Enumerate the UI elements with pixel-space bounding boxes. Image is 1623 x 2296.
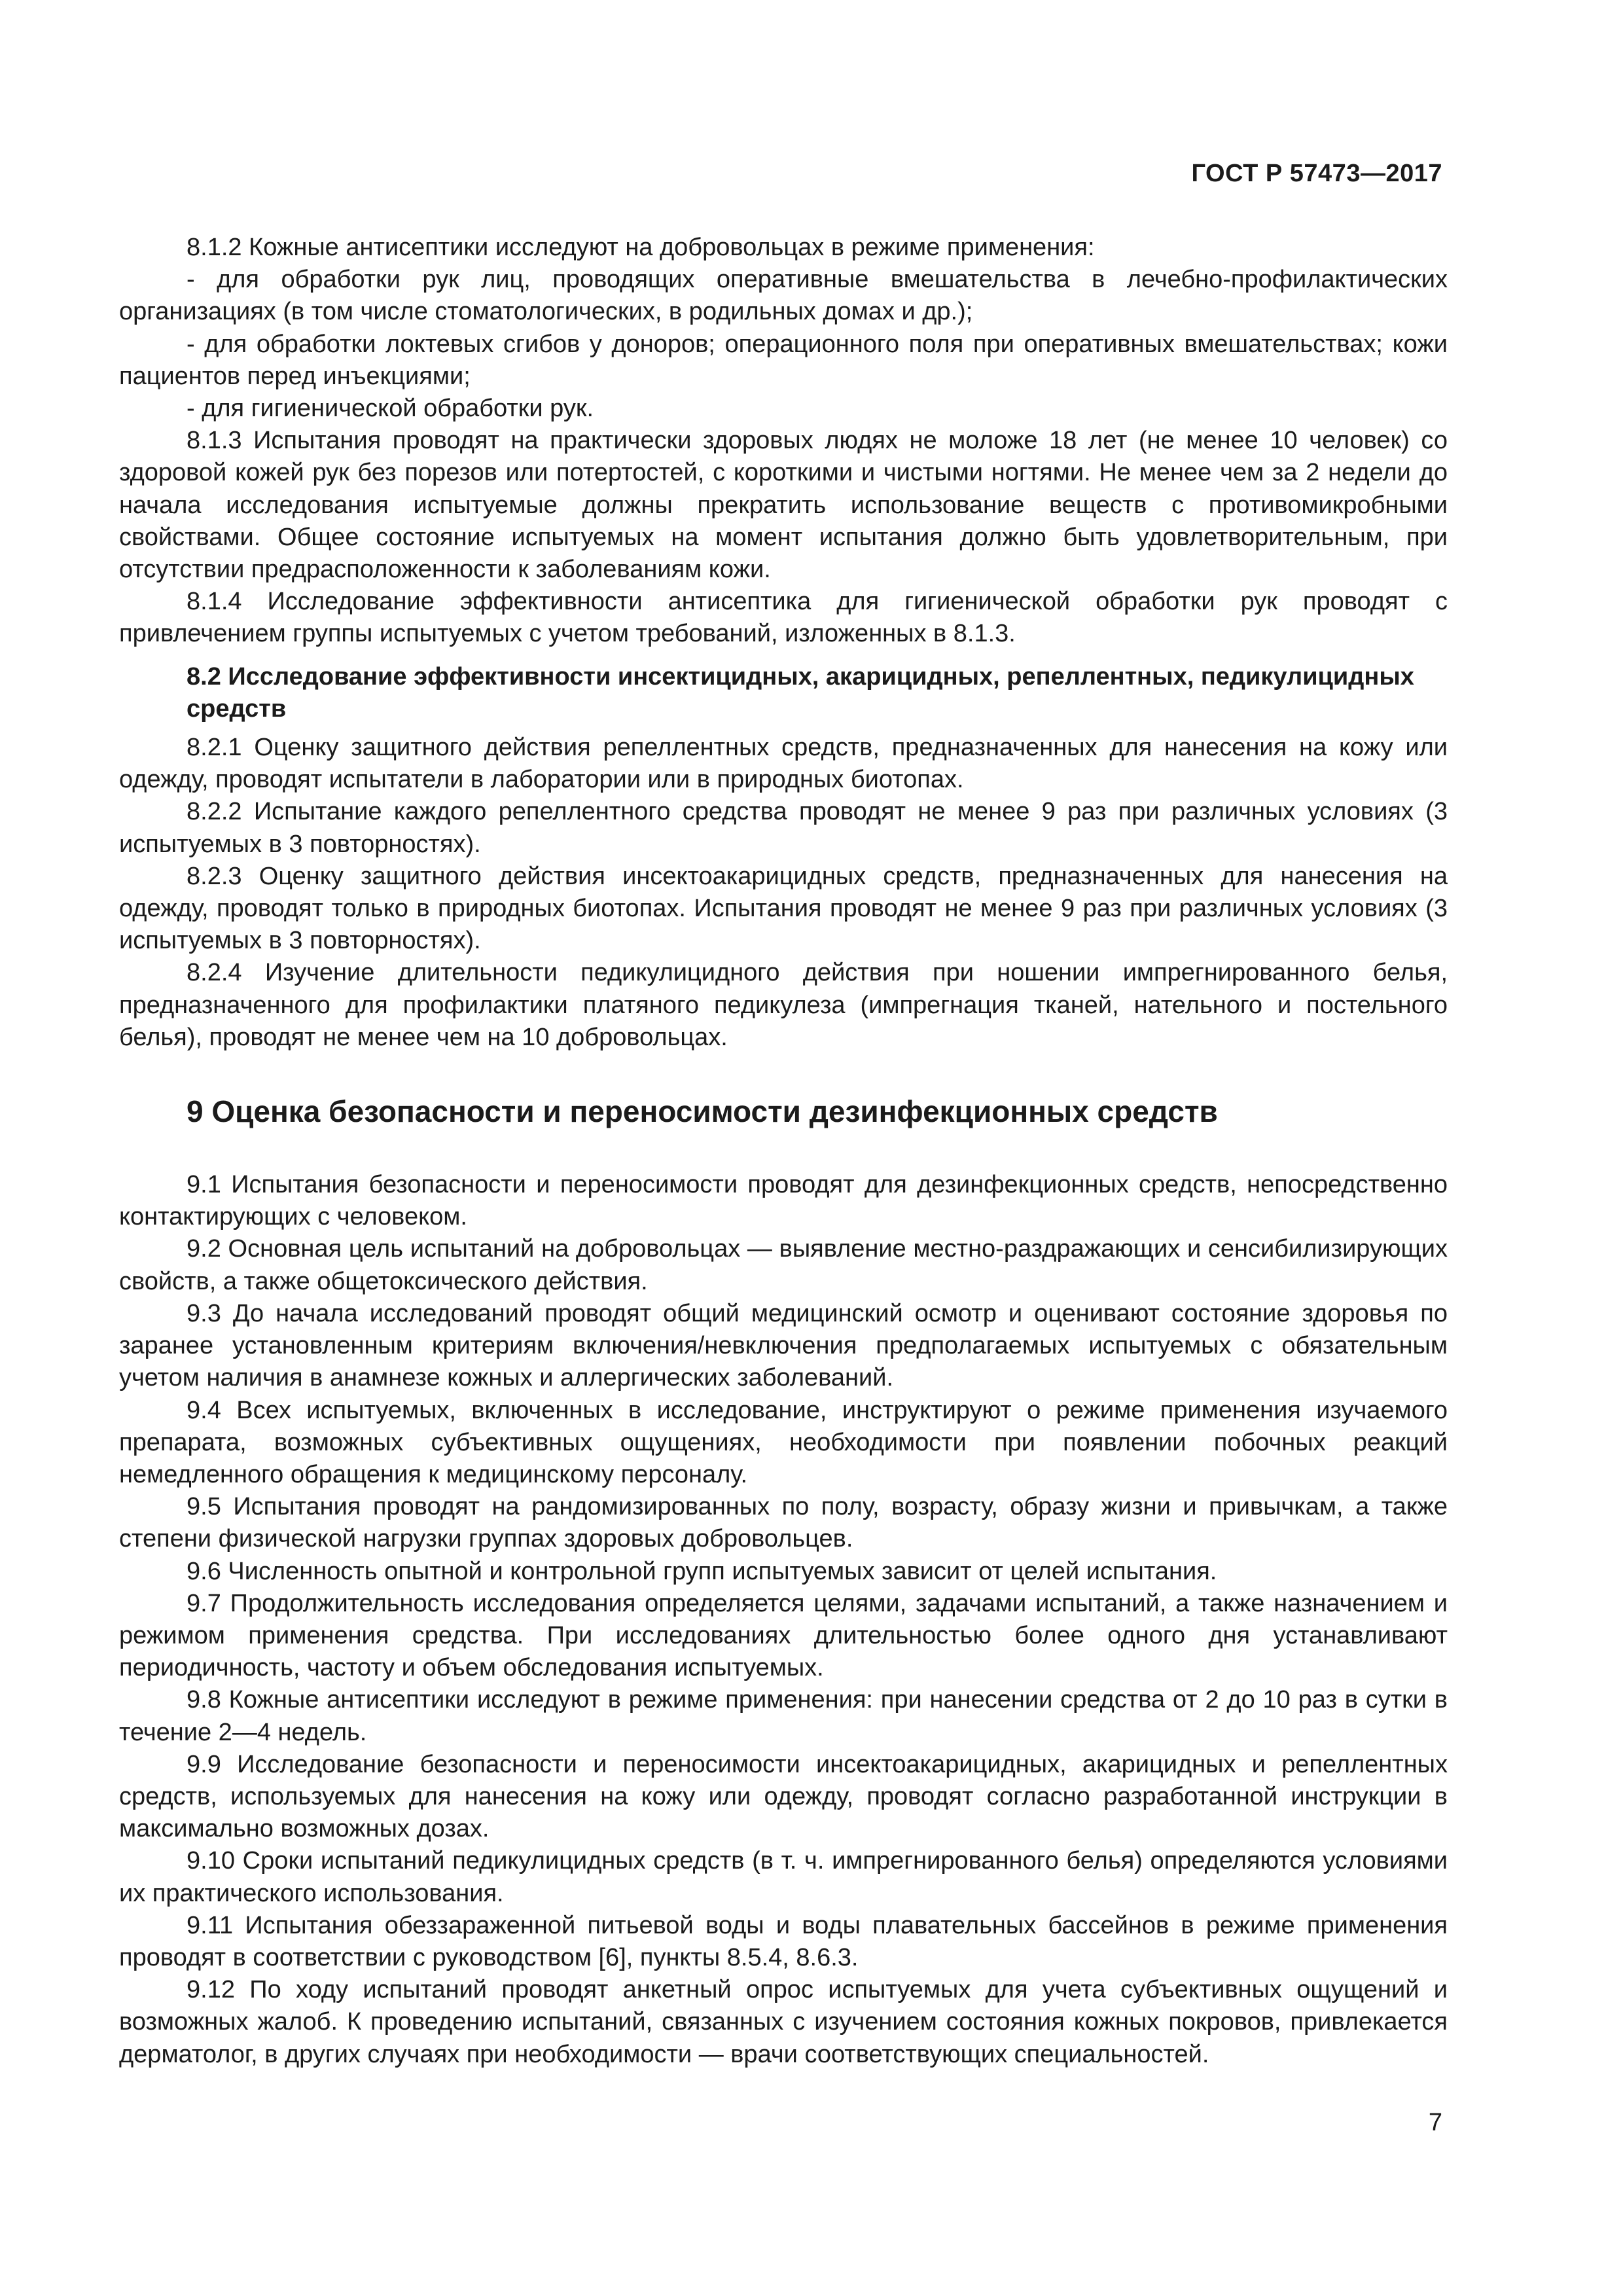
clause-9-6: 9.6 Численность опытной и контрольной групп испытуемых зависит от целей испытания. <box>187 1557 1217 1585</box>
clause-9-3: 9.3 До начала исследований проводят общий медицинский осмотр и оценивают состояние здоровья по заранее установленным критериям включения/невключения предполагаемых испытуемых с обязательным учетом наличия в анамнезе кожных и аллергических заболеваний. <box>119 1299 1448 1392</box>
list-item-hand-treatment-surgery: - для обработки рук лиц, проводящих оперативные вмешательства в лечебно-профилактических организациях (в том числе стоматологических, в родильных домах и др.); <box>119 266 1448 326</box>
standard-designation: ГОСТ Р 57473—2017 <box>1191 160 1442 187</box>
clause-9-9: 9.9 Исследование безопасности и переносимости инсектоакарицидных, акарицидных и репеллентных средств, используемых для нанесения на кожу или одежду, проводят согласно разработанной инструкции в максимально возможных дозах. <box>119 1750 1448 1843</box>
clause-8-2-3: 8.2.3 Оценку защитного действия инсектоакарицидных средств, предназначенных для нанесения на одежду, проводят только в природных биотопах. Испытания проводят не менее 9 раз при различных условиях (3 испытуемых в 3 повторностях). <box>119 862 1448 955</box>
list-item-hygienic-hand-treatment: - для гигиенической обработки рук. <box>187 395 594 423</box>
clause-8-2-1: 8.2.1 Оценку защитного действия репеллентных средств, предназначенных для нанесения на кожу или одежду, проводят испытатели в лаборатории или в природных биотопах. <box>119 734 1448 794</box>
clause-9-12: 9.12 По ходу испытаний проводят анкетный опрос испытуемых для учета субъективных ощущений и возможных жалоб. К проведению испытаний, связанных с изучением состояния кожных покровов, привлекается дерматолог, в других случаях при необходимости — врачи соответствующих специальностей. <box>119 1976 1448 2068</box>
page-body <box>119 232 1448 2071</box>
section-heading-9: 9 Оценка безопасности и переносимости дезинфекционных средств <box>187 1094 1218 1129</box>
clause-9-10: 9.10 Сроки испытаний педикулицидных средств (в т. ч. импрегнированного белья) определяются условиями их практического использования. <box>119 1847 1448 1907</box>
clause-8-2-4: 8.2.4 Изучение длительности педикулицидного действия при ношении импрегнированного белья, предназначенного для профилактики платяного педикулеза (импрегнация тканей, нательного и постельного белья), проводят не менее чем на 10 добровольцах. <box>119 959 1448 1051</box>
clause-9-11: 9.11 Испытания обеззараженной питьевой воды и воды плавательных бассейнов в режиме применения проводят в соответствии с руководством [6], пункты 8.5.4, 8.6.3. <box>119 1911 1448 1971</box>
clause-9-5: 9.5 Испытания проводят на рандомизированных по полу, возрасту, образу жизни и привычкам, а также степени физической нагрузки группах здоровых добровольцев. <box>119 1493 1448 1553</box>
clause-9-7: 9.7 Продолжительность исследования определяется целями, задачами испытаний, а также назначением и режимом применения средства. При исследованиях длительностью более одного дня устанавливают периодичность, частоту и объем обследования испытуемых. <box>119 1589 1448 1682</box>
page-number: 7 <box>1428 2109 1442 2136</box>
list-item-elbow-surgical-field: - для обработки локтевых сгибов у доноров; операционного поля при оперативных вмешательствах; кожи пациентов перед инъекциями; <box>119 330 1448 390</box>
clause-8-2-2: 8.2.2 Испытание каждого репеллентного средства проводят не менее 9 раз при различных условиях (3 испытуемых в 3 повторностях). <box>119 798 1448 858</box>
clause-9-8: 9.8 Кожные антисептики исследуют в режиме применения: при нанесении средства от 2 до 10 раз в сутки в течение 2—4 недель. <box>119 1686 1448 1746</box>
subsection-heading-8-2: 8.2 Исследование эффективности инсектицидных, акарицидных, репеллентных, педикулицидных средств <box>187 662 1414 723</box>
clause-8-1-4: 8.1.4 Исследование эффективности антисептика для гигиенической обработки рук проводят с привлечением группы испытуемых с учетом требований, изложенных в 8.1.3. <box>119 588 1448 648</box>
clause-9-4: 9.4 Всех испытуемых, включенных в исследование, инструктируют о режиме применения изучаемого препарата, возможных субъективных ощущениях, необходимости при появлении побочных реакций немедленного обращения к медицинскому персоналу. <box>119 1396 1448 1488</box>
clause-8-1-3: 8.1.3 Испытания проводят на практически здоровых людях не моложе 18 лет (не менее 10 человек) со здоровой кожей рук без порезов или потертостей, с короткими и чистыми ногтями. Не менее чем за 2 недели до начала исследования испытуемые должны прекратить использование веществ с противомикробными свойствами. Общее состояние испытуемых на момент испытания должно быть удовлетворительным, при отсутствии предрасположенности к заболеваниям кожи. <box>119 427 1448 584</box>
clause-8-1-2: 8.1.2 Кожные антисептики исследуют на добровольцах в режиме применения: <box>187 234 1095 261</box>
clause-9-1: 9.1 Испытания безопасности и переносимости проводят для дезинфекционных средств, непосредственно контактирующих с человеком. <box>119 1171 1448 1231</box>
clause-9-2: 9.2 Основная цель испытаний на добровольцах — выявление местно-раздражающих и сенсибилизирующих свойств, а также общетоксического действия. <box>119 1235 1448 1295</box>
